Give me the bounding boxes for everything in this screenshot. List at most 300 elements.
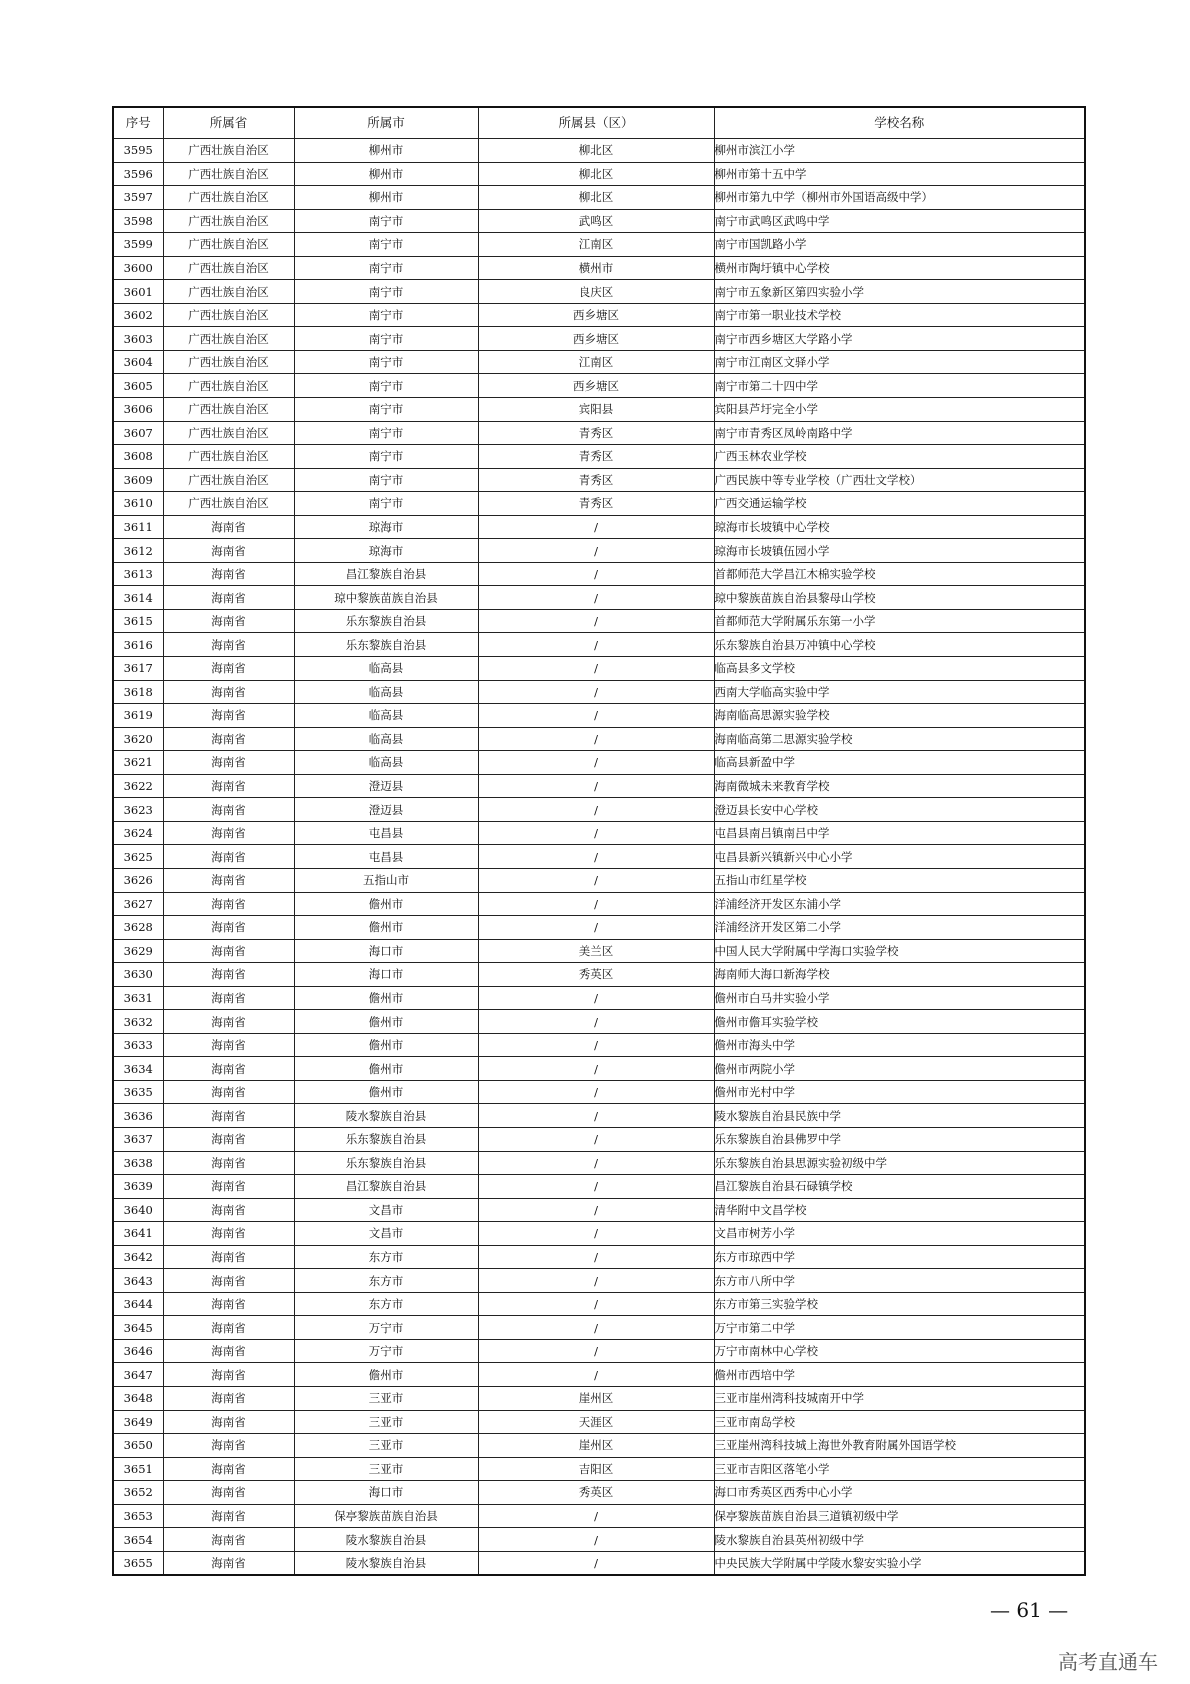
cell-city: 儋州市 [294, 1080, 478, 1104]
cell-school-name: 南宁市第一职业技术学校 [714, 303, 1085, 327]
cell-province: 海南省 [163, 1292, 294, 1316]
cell-province: 海南省 [163, 892, 294, 916]
table-row [113, 1386, 1085, 1410]
cell-county: 江南区 [478, 350, 714, 374]
cell-province: 海南省 [163, 963, 294, 987]
table-row [113, 1033, 1085, 1057]
cell-school-name: 万宁市南林中心学校 [714, 1339, 1085, 1363]
cell-county: 柳北区 [478, 186, 714, 210]
cell-index: 3641 [113, 1222, 163, 1246]
cell-index: 3618 [113, 680, 163, 704]
cell-province: 海南省 [163, 727, 294, 751]
cell-city: 临高县 [294, 657, 478, 681]
cell-province: 广西壮族自治区 [163, 186, 294, 210]
cell-province: 海南省 [163, 1104, 294, 1128]
cell-school-name: 首都师范大学昌江木棉实验学校 [714, 562, 1085, 586]
cell-county: 秀英区 [478, 1481, 714, 1505]
cell-province: 海南省 [163, 916, 294, 940]
cell-index: 3634 [113, 1057, 163, 1081]
cell-school-name: 清华附中文昌学校 [714, 1198, 1085, 1222]
cell-index: 3610 [113, 492, 163, 516]
cell-province: 广西壮族自治区 [163, 256, 294, 280]
header-city: 所属市 [294, 107, 478, 139]
cell-county: / [478, 539, 714, 563]
cell-school-name: 海南师大海口新海学校 [714, 963, 1085, 987]
table-row [113, 327, 1085, 351]
cell-school-name: 三亚市崖州湾科技城南开中学 [714, 1386, 1085, 1410]
cell-school-name: 琼中黎族苗族自治县黎母山学校 [714, 586, 1085, 610]
page-number: — 61 — [990, 1598, 1069, 1622]
cell-school-name: 乐东黎族自治县万冲镇中心学校 [714, 633, 1085, 657]
cell-index: 3649 [113, 1410, 163, 1434]
cell-city: 海口市 [294, 1481, 478, 1505]
cell-province: 广西壮族自治区 [163, 162, 294, 186]
cell-city: 琼海市 [294, 515, 478, 539]
cell-city: 三亚市 [294, 1386, 478, 1410]
cell-school-name: 儋州市西培中学 [714, 1363, 1085, 1387]
cell-city: 琼海市 [294, 539, 478, 563]
cell-index: 3608 [113, 445, 163, 469]
table-row [113, 1316, 1085, 1340]
cell-county: / [478, 751, 714, 775]
header-index: 序号 [113, 107, 163, 139]
cell-index: 3653 [113, 1504, 163, 1528]
cell-city: 南宁市 [294, 233, 478, 257]
cell-county: / [478, 1175, 714, 1199]
table-row [113, 1010, 1085, 1034]
cell-school-name: 南宁市五象新区第四实验小学 [714, 280, 1085, 304]
cell-county: / [478, 1551, 714, 1575]
cell-city: 海口市 [294, 963, 478, 987]
cell-school-name: 儋州市海头中学 [714, 1033, 1085, 1057]
cell-index: 3651 [113, 1457, 163, 1481]
table-row [113, 892, 1085, 916]
cell-county: / [478, 1104, 714, 1128]
cell-school-name: 中央民族大学附属中学陵水黎安实验小学 [714, 1551, 1085, 1575]
cell-school-name: 儋州市光村中学 [714, 1080, 1085, 1104]
cell-county: 青秀区 [478, 492, 714, 516]
cell-province: 海南省 [163, 1551, 294, 1575]
table-row [113, 1528, 1085, 1552]
cell-city: 乐东黎族自治县 [294, 609, 478, 633]
cell-county: / [478, 1080, 714, 1104]
cell-school-name: 海南临高思源实验学校 [714, 704, 1085, 728]
cell-county: / [478, 1057, 714, 1081]
table-body [113, 139, 1085, 1576]
cell-city: 保亭黎族苗族自治县 [294, 1504, 478, 1528]
cell-province: 海南省 [163, 1127, 294, 1151]
cell-school-name: 三亚市南岛学校 [714, 1410, 1085, 1434]
cell-index: 3626 [113, 868, 163, 892]
cell-county: / [478, 609, 714, 633]
cell-school-name: 广西民族中等专业学校（广西壮文学校） [714, 468, 1085, 492]
cell-index: 3595 [113, 139, 163, 163]
cell-city: 昌江黎族自治县 [294, 562, 478, 586]
cell-city: 南宁市 [294, 327, 478, 351]
table-row [113, 774, 1085, 798]
cell-county: / [478, 1269, 714, 1293]
table-row [113, 1175, 1085, 1199]
cell-county: / [478, 821, 714, 845]
cell-county: / [478, 515, 714, 539]
cell-school-name: 宾阳县芦圩完全小学 [714, 398, 1085, 422]
cell-county: / [478, 1339, 714, 1363]
cell-index: 3620 [113, 727, 163, 751]
table-row [113, 1551, 1085, 1575]
cell-index: 3598 [113, 209, 163, 233]
cell-index: 3604 [113, 350, 163, 374]
cell-school-name: 柳州市第十五中学 [714, 162, 1085, 186]
cell-province: 广西壮族自治区 [163, 280, 294, 304]
cell-school-name: 南宁市西乡塘区大学路小学 [714, 327, 1085, 351]
cell-county: 良庆区 [478, 280, 714, 304]
cell-school-name: 儋州市两院小学 [714, 1057, 1085, 1081]
cell-county: / [478, 680, 714, 704]
cell-city: 屯昌县 [294, 845, 478, 869]
cell-county: / [478, 1504, 714, 1528]
cell-city: 乐东黎族自治县 [294, 633, 478, 657]
table-row [113, 303, 1085, 327]
cell-city: 万宁市 [294, 1339, 478, 1363]
cell-city: 南宁市 [294, 350, 478, 374]
cell-county: / [478, 1010, 714, 1034]
cell-school-name: 三亚市吉阳区落笔小学 [714, 1457, 1085, 1481]
header-row [113, 107, 1085, 139]
cell-city: 东方市 [294, 1245, 478, 1269]
cell-index: 3644 [113, 1292, 163, 1316]
cell-index: 3629 [113, 939, 163, 963]
cell-province: 广西壮族自治区 [163, 303, 294, 327]
table-row [113, 1127, 1085, 1151]
cell-province: 海南省 [163, 1504, 294, 1528]
cell-county: 秀英区 [478, 963, 714, 987]
cell-county: 西乡塘区 [478, 327, 714, 351]
table-row [113, 1363, 1085, 1387]
table-row [113, 233, 1085, 257]
cell-city: 南宁市 [294, 303, 478, 327]
cell-province: 海南省 [163, 939, 294, 963]
cell-city: 南宁市 [294, 445, 478, 469]
cell-province: 广西壮族自治区 [163, 374, 294, 398]
cell-city: 万宁市 [294, 1316, 478, 1340]
cell-county: / [478, 868, 714, 892]
table-row [113, 1434, 1085, 1458]
cell-county: / [478, 892, 714, 916]
table-row [113, 468, 1085, 492]
cell-index: 3600 [113, 256, 163, 280]
cell-city: 陵水黎族自治县 [294, 1551, 478, 1575]
table-row [113, 1245, 1085, 1269]
cell-county: / [478, 1292, 714, 1316]
header-province: 所属省 [163, 107, 294, 139]
cell-county: / [478, 727, 714, 751]
cell-province: 海南省 [163, 609, 294, 633]
cell-county: 青秀区 [478, 421, 714, 445]
cell-county: 柳北区 [478, 139, 714, 163]
cell-school-name: 琼海市长坡镇伍园小学 [714, 539, 1085, 563]
cell-index: 3623 [113, 798, 163, 822]
cell-province: 海南省 [163, 845, 294, 869]
cell-city: 昌江黎族自治县 [294, 1175, 478, 1199]
cell-county: / [478, 1363, 714, 1387]
cell-school-name: 南宁市青秀区凤岭南路中学 [714, 421, 1085, 445]
cell-index: 3616 [113, 633, 163, 657]
cell-index: 3638 [113, 1151, 163, 1175]
cell-county: 崖州区 [478, 1434, 714, 1458]
table-row [113, 633, 1085, 657]
table-row [113, 256, 1085, 280]
cell-index: 3602 [113, 303, 163, 327]
table-row [113, 704, 1085, 728]
cell-school-name: 东方市八所中学 [714, 1269, 1085, 1293]
cell-city: 儋州市 [294, 892, 478, 916]
table-row [113, 421, 1085, 445]
cell-county: / [478, 1528, 714, 1552]
cell-city: 五指山市 [294, 868, 478, 892]
cell-school-name: 乐东黎族自治县佛罗中学 [714, 1127, 1085, 1151]
cell-index: 3619 [113, 704, 163, 728]
cell-school-name: 东方市第三实验学校 [714, 1292, 1085, 1316]
cell-index: 3611 [113, 515, 163, 539]
cell-city: 南宁市 [294, 280, 478, 304]
cell-city: 陵水黎族自治县 [294, 1104, 478, 1128]
table-row [113, 1269, 1085, 1293]
cell-province: 海南省 [163, 680, 294, 704]
cell-city: 文昌市 [294, 1222, 478, 1246]
cell-school-name: 广西交通运输学校 [714, 492, 1085, 516]
table-row [113, 821, 1085, 845]
table-row [113, 1410, 1085, 1434]
cell-index: 3617 [113, 657, 163, 681]
table-row [113, 139, 1085, 163]
table-row [113, 539, 1085, 563]
table-row [113, 751, 1085, 775]
cell-province: 广西壮族自治区 [163, 421, 294, 445]
cell-province: 海南省 [163, 1386, 294, 1410]
table-row [113, 986, 1085, 1010]
cell-school-name: 柳州市第九中学（柳州市外国语高级中学） [714, 186, 1085, 210]
cell-county: / [478, 845, 714, 869]
cell-index: 3605 [113, 374, 163, 398]
cell-county: / [478, 1316, 714, 1340]
cell-school-name: 海口市秀英区西秀中心小学 [714, 1481, 1085, 1505]
table-row [113, 350, 1085, 374]
cell-province: 海南省 [163, 1151, 294, 1175]
cell-province: 广西壮族自治区 [163, 492, 294, 516]
cell-city: 临高县 [294, 704, 478, 728]
cell-school-name: 澄迈县长安中心学校 [714, 798, 1085, 822]
cell-index: 3650 [113, 1434, 163, 1458]
table-row [113, 1222, 1085, 1246]
cell-school-name: 横州市陶圩镇中心学校 [714, 256, 1085, 280]
cell-province: 海南省 [163, 1010, 294, 1034]
cell-city: 澄迈县 [294, 798, 478, 822]
header-county: 所属县（区） [478, 107, 714, 139]
cell-city: 东方市 [294, 1292, 478, 1316]
cell-city: 儋州市 [294, 1363, 478, 1387]
cell-index: 3603 [113, 327, 163, 351]
table-row [113, 1339, 1085, 1363]
cell-city: 柳州市 [294, 186, 478, 210]
cell-city: 南宁市 [294, 421, 478, 445]
cell-city: 三亚市 [294, 1410, 478, 1434]
table-row [113, 445, 1085, 469]
cell-county: / [478, 798, 714, 822]
cell-province: 广西壮族自治区 [163, 398, 294, 422]
cell-province: 海南省 [163, 1410, 294, 1434]
cell-city: 儋州市 [294, 1033, 478, 1057]
cell-county: 横州市 [478, 256, 714, 280]
cell-school-name: 文昌市树芳小学 [714, 1222, 1085, 1246]
cell-index: 3635 [113, 1080, 163, 1104]
cell-index: 3614 [113, 586, 163, 610]
cell-county: 宾阳县 [478, 398, 714, 422]
table-row [113, 939, 1085, 963]
cell-county: / [478, 916, 714, 940]
cell-city: 南宁市 [294, 468, 478, 492]
cell-province: 广西壮族自治区 [163, 445, 294, 469]
cell-city: 澄迈县 [294, 774, 478, 798]
cell-index: 3609 [113, 468, 163, 492]
cell-province: 海南省 [163, 586, 294, 610]
cell-province: 海南省 [163, 704, 294, 728]
cell-county: 美兰区 [478, 939, 714, 963]
table-row [113, 1504, 1085, 1528]
cell-city: 儋州市 [294, 916, 478, 940]
cell-index: 3632 [113, 1010, 163, 1034]
cell-index: 3647 [113, 1363, 163, 1387]
table-row [113, 280, 1085, 304]
school-list-table [112, 106, 1086, 1576]
cell-index: 3612 [113, 539, 163, 563]
cell-city: 南宁市 [294, 398, 478, 422]
cell-index: 3622 [113, 774, 163, 798]
cell-province: 海南省 [163, 1363, 294, 1387]
cell-province: 海南省 [163, 633, 294, 657]
cell-county: 崖州区 [478, 1386, 714, 1410]
cell-city: 南宁市 [294, 374, 478, 398]
cell-index: 3606 [113, 398, 163, 422]
cell-province: 海南省 [163, 515, 294, 539]
cell-county: / [478, 704, 714, 728]
cell-city: 临高县 [294, 680, 478, 704]
cell-province: 海南省 [163, 562, 294, 586]
cell-province: 广西壮族自治区 [163, 233, 294, 257]
cell-school-name: 南宁市江南区文驿小学 [714, 350, 1085, 374]
cell-city: 儋州市 [294, 1010, 478, 1034]
cell-index: 3631 [113, 986, 163, 1010]
cell-province: 海南省 [163, 751, 294, 775]
cell-city: 东方市 [294, 1269, 478, 1293]
cell-school-name: 洋浦经济开发区东浦小学 [714, 892, 1085, 916]
table-row [113, 1080, 1085, 1104]
table-row [113, 492, 1085, 516]
cell-province: 广西壮族自治区 [163, 139, 294, 163]
cell-county: 江南区 [478, 233, 714, 257]
cell-city: 三亚市 [294, 1457, 478, 1481]
cell-county: / [478, 1222, 714, 1246]
cell-county: 天涯区 [478, 1410, 714, 1434]
cell-school-name: 乐东黎族自治县思源实验初级中学 [714, 1151, 1085, 1175]
table-row [113, 963, 1085, 987]
cell-province: 广西壮族自治区 [163, 350, 294, 374]
cell-index: 3642 [113, 1245, 163, 1269]
cell-city: 三亚市 [294, 1434, 478, 1458]
cell-province: 海南省 [163, 774, 294, 798]
cell-county: / [478, 774, 714, 798]
cell-school-name: 保亭黎族苗族自治县三道镇初级中学 [714, 1504, 1085, 1528]
cell-city: 临高县 [294, 751, 478, 775]
cell-index: 3613 [113, 562, 163, 586]
cell-index: 3596 [113, 162, 163, 186]
cell-index: 3621 [113, 751, 163, 775]
cell-city: 柳州市 [294, 139, 478, 163]
cell-city: 琼中黎族苗族自治县 [294, 586, 478, 610]
table-row [113, 609, 1085, 633]
cell-index: 3648 [113, 1386, 163, 1410]
cell-province: 海南省 [163, 798, 294, 822]
cell-province: 海南省 [163, 1481, 294, 1505]
cell-province: 海南省 [163, 1269, 294, 1293]
table-row [113, 727, 1085, 751]
cell-index: 3639 [113, 1175, 163, 1199]
cell-province: 海南省 [163, 539, 294, 563]
cell-school-name: 广西玉林农业学校 [714, 445, 1085, 469]
cell-city: 临高县 [294, 727, 478, 751]
cell-school-name: 三亚崖州湾科技城上海世外教育附属外国语学校 [714, 1434, 1085, 1458]
cell-school-name: 昌江黎族自治县石碌镇学校 [714, 1175, 1085, 1199]
table-row [113, 398, 1085, 422]
cell-county: / [478, 657, 714, 681]
table-row [113, 1292, 1085, 1316]
table-row [113, 515, 1085, 539]
cell-index: 3637 [113, 1127, 163, 1151]
table-row [113, 586, 1085, 610]
cell-school-name: 万宁市第二中学 [714, 1316, 1085, 1340]
cell-city: 乐东黎族自治县 [294, 1151, 478, 1175]
cell-school-name: 南宁市武鸣区武鸣中学 [714, 209, 1085, 233]
cell-index: 3633 [113, 1033, 163, 1057]
table-row [113, 657, 1085, 681]
cell-county: / [478, 562, 714, 586]
cell-index: 3640 [113, 1198, 163, 1222]
table-row [113, 1481, 1085, 1505]
cell-school-name: 首都师范大学附属乐东第一小学 [714, 609, 1085, 633]
cell-index: 3654 [113, 1528, 163, 1552]
cell-school-name: 陵水黎族自治县民族中学 [714, 1104, 1085, 1128]
cell-province: 海南省 [163, 1245, 294, 1269]
cell-index: 3599 [113, 233, 163, 257]
cell-province: 海南省 [163, 868, 294, 892]
cell-school-name: 海南微城未来教育学校 [714, 774, 1085, 798]
cell-school-name: 中国人民大学附属中学海口实验学校 [714, 939, 1085, 963]
cell-school-name: 屯昌县南吕镇南吕中学 [714, 821, 1085, 845]
cell-school-name: 琼海市长坡镇中心学校 [714, 515, 1085, 539]
table-row [113, 868, 1085, 892]
cell-county: 武鸣区 [478, 209, 714, 233]
cell-index: 3597 [113, 186, 163, 210]
cell-county: 青秀区 [478, 445, 714, 469]
cell-county: / [478, 1127, 714, 1151]
cell-county: / [478, 1151, 714, 1175]
cell-province: 海南省 [163, 657, 294, 681]
cell-school-name: 儋州市儋耳实验学校 [714, 1010, 1085, 1034]
cell-index: 3652 [113, 1481, 163, 1505]
cell-city: 乐东黎族自治县 [294, 1127, 478, 1151]
cell-school-name: 海南临高第二思源实验学校 [714, 727, 1085, 751]
table-row [113, 845, 1085, 869]
cell-province: 广西壮族自治区 [163, 209, 294, 233]
